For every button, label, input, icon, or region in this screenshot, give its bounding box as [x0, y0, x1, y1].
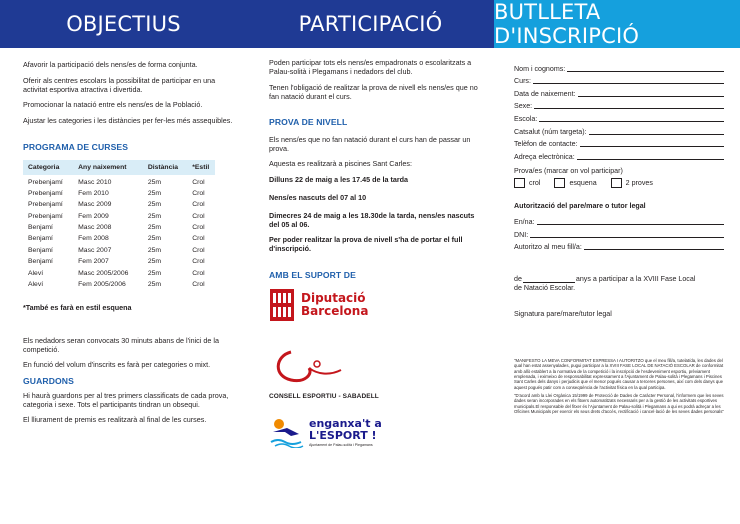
table-row [23, 245, 215, 256]
form-label: Data de naixement: [514, 89, 576, 98]
courses-table [23, 160, 215, 291]
form-input-line[interactable] [567, 71, 724, 72]
table-cell: Masc 2009 [78, 201, 112, 209]
legal-proteccio-dades: "D'acord amb la Llei Orgànica 15/1999 de Protecció de Dades de Caràcter Personal, l'informem que les seves dades seran incorporades en els fitxers automatitzats necessaris per a la gestió de les activitats esportives municipals.El responsable del fitxer és l'Ajuntament de Palau-solità i Plegamans a qui es podrà adreçar a les Oficines Municipals per exercir els seus drets d'accés, rectificació i cancel·lació de les seves dades personals" [514, 392, 724, 414]
table-cell: Masc 2008 [78, 224, 112, 232]
auth-fields [514, 213, 724, 251]
convocats-paragraph: Els nedadors seran convocats 30 minuts abans de l'inici de la competició. [23, 335, 219, 354]
prova-full: Per poder realitzar la prova de nivell s'ha de portar el full d'inscripció. [269, 235, 463, 253]
consell-esportiu-logo [269, 346, 480, 400]
col-header-categoria: Categoria [23, 160, 73, 175]
volum-paragraph: En funció del volum d'inscrits es farà per categories o mixt. [23, 360, 211, 370]
prova-checkboxes [514, 178, 724, 188]
table-cell: Fem 2008 [78, 235, 109, 243]
table-cell: Benjamí [28, 246, 53, 254]
courses-table-header [23, 160, 215, 175]
table-cell: 25m [147, 201, 162, 209]
table-cell: 25m [147, 235, 162, 243]
table-note: *També es farà en estil esquena [23, 302, 132, 312]
autoritzacio-title: Autorització del pare/mare o tutor legal [514, 202, 646, 211]
form-input-line[interactable] [533, 83, 724, 84]
table-row [23, 234, 215, 245]
form-input-line[interactable] [580, 146, 725, 147]
consell-swoosh-icon [269, 346, 359, 386]
consell-esportiu-name: CONSELL ESPORTIU - SABADELL [269, 393, 379, 400]
table-cell: 25m [147, 281, 162, 289]
table-cell: Prebenjamí [28, 212, 63, 220]
auth-input-line[interactable] [537, 224, 724, 225]
auth-label: DNI: [514, 230, 529, 239]
table-cell: Benjamí [28, 235, 53, 243]
prova-lloc: Aquesta es realitzarà a piscines Sant Carles: [269, 159, 413, 168]
table-cell: 25m [147, 269, 162, 277]
form-label: Escola: [514, 114, 538, 123]
obligacio-paragraph: Tenen l'obligació de realitzar la prova de nivell els nens/es que no fan natació durant el curs. [269, 82, 478, 101]
table-cell: 25m [147, 212, 162, 220]
participate-block [514, 275, 724, 293]
table-row [23, 279, 215, 290]
auth-label: En/na: [514, 217, 535, 226]
table-cell: Prebenjamí [28, 189, 63, 197]
table-row [23, 268, 215, 279]
dues-proves-label: 2 proves [625, 179, 653, 188]
table-row [23, 257, 215, 268]
prova-paragraph: Els nens/es que no fan natació durant el curs han de passar un prova. [269, 134, 471, 153]
table-cell: Aleví [28, 269, 44, 277]
table-row [23, 222, 215, 233]
esquena-checkbox[interactable] [554, 178, 565, 188]
table-cell: Masc 2010 [78, 178, 112, 186]
table-cell: 25m [147, 258, 162, 266]
form-label: Nom i cognoms: [514, 64, 566, 73]
auth-field [514, 213, 724, 226]
objectius-column [0, 48, 247, 524]
table-cell: Fem 2005/2006 [78, 281, 126, 289]
suport-title: AMB EL SUPORT DE [269, 270, 356, 280]
table-row [23, 188, 215, 199]
participate-text: anys a participar a la XVIII Fase Local [575, 275, 696, 284]
table-cell: Fem 2010 [78, 189, 109, 197]
table-cell: Crol [192, 201, 205, 209]
form-field [514, 60, 724, 73]
table-row [23, 175, 215, 189]
table-cell: Crol [192, 189, 205, 197]
form-label: Curs: [514, 77, 531, 86]
participate-prefix: de [514, 275, 522, 284]
form-field [514, 73, 724, 86]
table-cell: Crol [192, 235, 205, 243]
form-label: Telèfon de contacte: [514, 140, 578, 149]
form-label: Sexe: [514, 102, 533, 111]
prova-nascuts: Nens/es nascuts del 07 al 10 [269, 192, 367, 202]
form-field [514, 98, 724, 111]
table-cell: 25m [147, 178, 162, 186]
table-cell: Crol [192, 224, 205, 232]
objectiu-paragraph: Ajustar les categories i les distàncies per fer-les més assequibles. [23, 115, 233, 125]
table-cell: Fem 2009 [78, 212, 109, 220]
prova-label: Prova/es (marcar on vol participar) [514, 167, 623, 176]
form-field [514, 136, 724, 149]
dues-proves-checkbox[interactable] [611, 178, 622, 188]
lliurament-paragraph: El lliurament de premis es realitzarà al final de les curses. [23, 415, 207, 425]
col-header-any: Any naixement [73, 160, 143, 175]
objectiu-paragraph: Oferir als centres escolars la possibilitat de participar en una activitat esportiva atractiva i divertida. [23, 75, 216, 94]
table-cell: Benjamí [28, 258, 53, 266]
objectiu-paragraph: Promocionar la natació entre els nens/es de la Població. [23, 100, 203, 109]
form-field [514, 123, 724, 136]
form-input-line[interactable] [534, 108, 724, 109]
table-cell: Prebenjamí [28, 178, 63, 186]
table-cell: Crol [192, 246, 205, 254]
header-objectius: OBJECTIUS [0, 0, 247, 48]
table-cell: Aleví [28, 281, 44, 289]
enganxat-esport-logo [269, 416, 480, 448]
signatura-label: Signatura pare/mare/tutor legal [514, 310, 612, 319]
diputacio-logo [269, 288, 480, 322]
table-cell: 25m [147, 224, 162, 232]
table-cell: Crol [192, 269, 205, 277]
age-input-line[interactable] [523, 282, 575, 283]
esport-line-2: L'ESPORT ! [309, 428, 377, 442]
prova-dimecres: Dimecres 24 de maig a les 18.30de la tarda, nens/es nascuts del 05 al 06. [269, 210, 475, 229]
header-butlleta: BUTLLETA D'INSCRIPCIÓ [494, 0, 740, 48]
objectiu-paragraph: Afavorir la participació dels nens/es de forma conjunta. [23, 60, 198, 69]
form-label: Adreça electrònica: [514, 152, 575, 161]
crol-checkbox[interactable] [514, 178, 525, 188]
form-field [514, 110, 724, 123]
table-cell: 25m [147, 189, 162, 197]
esport-line-1: enganxa't a [309, 416, 382, 430]
header-bar [0, 0, 740, 48]
guardons-paragraph: Hi haurà guardons per al tres primers classificats de cada prova, categoria i sexe. Tots el participants tindran un obsequi. [23, 390, 229, 409]
programa-title: PROGRAMA DE CURSES [23, 141, 129, 152]
esquena-label: esquena [569, 179, 597, 188]
participacio-column [247, 48, 494, 524]
prova-dilluns: Dilluns 22 de maig a les 17.45 de la tarda [269, 174, 409, 184]
table-cell: Crol [192, 258, 205, 266]
auth-input-line[interactable] [584, 249, 724, 250]
esport-ajuntament: Ajuntament de Palau-solità i Plegamans [309, 442, 373, 447]
participate-line2: de Natació Escolar. [514, 284, 576, 293]
table-cell: Prebenjamí [28, 201, 63, 209]
table-row [23, 200, 215, 211]
col-header-estil: *Estil [187, 160, 215, 175]
table-cell: Fem 2007 [78, 258, 109, 266]
prova-nivell-title: PROVA DE NIVELL [269, 116, 348, 127]
header-participacio: PARTICIPACIÓ [247, 0, 494, 48]
auth-field [514, 226, 724, 239]
form-fields [514, 60, 724, 161]
legal-conformitat: "MANIFESTO LA MEVA CONFORMITAT EXPRESSA I AUTORITZO que el meu fill/a, tutelat/da, les dades del qual han estat assenyalades, pugui participar a la XVIII FASE LOCAL DE NATACIÓ ESCOLAR de conformitat amb allò establert a la normativa de la competició i la inscripció de l'esdeveniment esportiu, prèviament emplenada, i eximeixo de responsabilitat expressament a l'Ajuntament de Palau-solità i Plegamans i Piscines Sant Carles dels danys i perjudicis que el menor pogués causar a terceres persones, així com dels danys que aquest pogués patir com a conseqüència de l'activitat física en la qual participa. [514, 358, 724, 390]
prova-field [514, 163, 724, 176]
table-row [23, 211, 215, 222]
diputacio-shield-icon [269, 288, 295, 322]
participacio-paragraph: Poden participar tots els nens/es empadronats o escolaritzats a Palau-solità i Plegamans i nedadors del club. [269, 58, 472, 76]
diputacio-name-1: Diputació [301, 291, 366, 305]
form-input-line[interactable] [589, 134, 724, 135]
table-cell: Masc 2005/2006 [78, 269, 129, 277]
form-input-line[interactable] [539, 121, 724, 122]
table-cell: 25m [147, 246, 162, 254]
form-label: Catsalut (núm targeta): [514, 127, 587, 136]
form-input-line[interactable] [578, 96, 724, 97]
table-cell: Crol [192, 178, 205, 186]
crol-label: crol [529, 179, 541, 188]
auth-input-line[interactable] [530, 237, 724, 238]
diputacio-name-2: Barcelona [301, 304, 369, 318]
guardons-title: GUARDONS [23, 375, 74, 386]
auth-field [514, 239, 724, 252]
table-cell: Benjamí [28, 224, 53, 232]
swimmer-figure-icon [269, 416, 305, 448]
table-cell: Crol [192, 212, 205, 220]
form-field [514, 85, 724, 98]
table-cell: Masc 2007 [78, 246, 112, 254]
col-header-distancia: Distància [143, 160, 187, 175]
form-input-line[interactable] [577, 159, 724, 160]
butlleta-column [494, 48, 740, 524]
table-cell: Crol [192, 281, 205, 289]
auth-label: Autoritzo al meu fill/a: [514, 243, 582, 252]
form-field [514, 148, 724, 161]
